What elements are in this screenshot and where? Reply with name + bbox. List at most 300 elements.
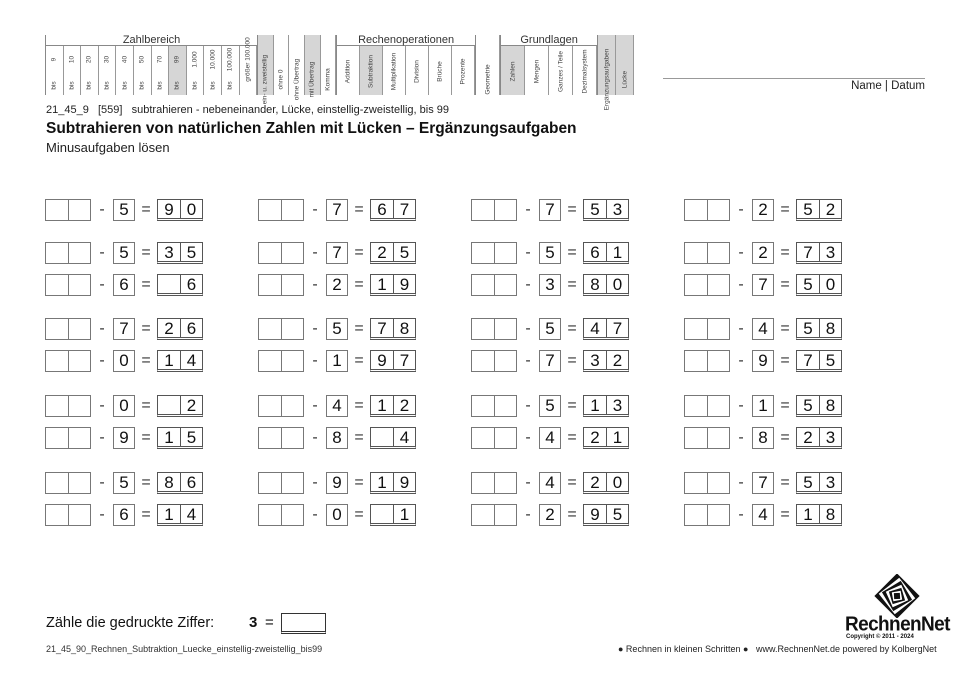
result-ones: 5 bbox=[180, 428, 202, 447]
answer-input-boxes[interactable] bbox=[258, 350, 304, 372]
result bbox=[583, 427, 629, 449]
cell-label: Addition bbox=[344, 59, 352, 84]
subtrahend: 7 bbox=[326, 242, 348, 264]
result-ones: 2 bbox=[180, 396, 202, 415]
result-ones: 3 bbox=[819, 473, 841, 492]
minus-sign: - bbox=[312, 201, 318, 218]
minus-sign: - bbox=[738, 397, 744, 414]
worksheet-meta bbox=[46, 104, 449, 116]
minus-sign: - bbox=[738, 474, 744, 491]
minus-sign: - bbox=[99, 276, 105, 293]
answer-input-boxes[interactable] bbox=[471, 350, 517, 372]
minus-sign: - bbox=[738, 244, 744, 261]
result bbox=[583, 274, 629, 296]
answer-ones-box[interactable] bbox=[281, 473, 303, 493]
result-tens: 3 bbox=[590, 351, 600, 370]
subtrahend: 2 bbox=[752, 199, 774, 221]
cell-value: 30 bbox=[103, 55, 111, 64]
answer-input-boxes[interactable] bbox=[258, 395, 304, 417]
answer-ones-box[interactable] bbox=[68, 428, 90, 448]
classification-cell bbox=[429, 46, 452, 95]
exercise-row bbox=[684, 427, 842, 449]
result-ones: 2 bbox=[606, 351, 628, 370]
exercise-row bbox=[258, 318, 416, 340]
result bbox=[583, 504, 629, 526]
subtrahend: 5 bbox=[326, 318, 348, 340]
answer-tens-box[interactable] bbox=[259, 396, 281, 416]
subtrahend: 5 bbox=[539, 318, 561, 340]
answer-ones-box[interactable] bbox=[707, 428, 729, 448]
cell-prefix: bis bbox=[103, 81, 111, 90]
answer-tens-box[interactable] bbox=[259, 243, 281, 263]
equals-sign: = bbox=[354, 244, 364, 261]
answer-ones-box[interactable] bbox=[68, 473, 90, 493]
cell-value: 9 bbox=[50, 57, 58, 62]
cell-prefix: bis bbox=[226, 81, 234, 90]
subtrahend: 5 bbox=[113, 242, 135, 264]
answer-tens-box[interactable] bbox=[685, 428, 707, 448]
minus-sign: - bbox=[525, 276, 531, 293]
minus-sign: - bbox=[525, 397, 531, 414]
exercise-row bbox=[45, 274, 203, 296]
cell-label: mit Übertrag bbox=[308, 61, 316, 98]
answer-input-boxes[interactable] bbox=[45, 199, 91, 221]
group-title: Rechenoperationen bbox=[337, 35, 475, 46]
result bbox=[796, 318, 842, 340]
cell-label: ohne 0 bbox=[277, 69, 285, 90]
answer-tens-box[interactable] bbox=[685, 275, 707, 295]
exercise-row bbox=[45, 427, 203, 449]
answer-ones-box[interactable] bbox=[494, 319, 516, 339]
cell-prefix: bis bbox=[173, 81, 181, 90]
classification-cell bbox=[64, 46, 82, 95]
answer-input-boxes[interactable] bbox=[45, 318, 91, 340]
cell-label: Lücke bbox=[621, 70, 629, 89]
answer-ones-box[interactable] bbox=[68, 396, 90, 416]
worksheet-id: [559] bbox=[98, 104, 123, 116]
result-tens: 4 bbox=[590, 319, 600, 338]
worksheet-description: subtrahieren - nebeneinander, Lücke, einstellig-zweistellig, bis 99 bbox=[131, 104, 449, 116]
subtrahend: 7 bbox=[539, 350, 561, 372]
result-ones: 7 bbox=[606, 319, 628, 338]
answer-ones-box[interactable] bbox=[707, 396, 729, 416]
subtrahend: 0 bbox=[326, 504, 348, 526]
answer-input-boxes[interactable] bbox=[45, 395, 91, 417]
minus-sign: - bbox=[312, 397, 318, 414]
answer-ones-box[interactable] bbox=[68, 243, 90, 263]
result bbox=[157, 504, 203, 526]
subtrahend: 7 bbox=[752, 472, 774, 494]
minus-sign: - bbox=[738, 429, 744, 446]
answer-tens-box[interactable] bbox=[46, 200, 68, 220]
answer-tens-box[interactable] bbox=[259, 351, 281, 371]
answer-tens-box[interactable] bbox=[259, 473, 281, 493]
subtrahend: 1 bbox=[326, 350, 348, 372]
answer-tens-box[interactable] bbox=[46, 243, 68, 263]
subtrahend: 0 bbox=[113, 350, 135, 372]
result-ones: 3 bbox=[819, 243, 841, 262]
exercise-row bbox=[684, 395, 842, 417]
minus-sign: - bbox=[525, 474, 531, 491]
answer-input-boxes[interactable] bbox=[684, 504, 730, 526]
equals-sign: = bbox=[354, 352, 364, 369]
answer-input-boxes[interactable] bbox=[258, 318, 304, 340]
exercise-row bbox=[258, 350, 416, 372]
cell-value: 50 bbox=[138, 55, 146, 64]
subtrahend: 7 bbox=[326, 199, 348, 221]
result-ones: 3 bbox=[819, 428, 841, 447]
result-ones: 5 bbox=[393, 243, 415, 262]
minus-sign: - bbox=[312, 506, 318, 523]
exercise-row bbox=[684, 504, 842, 526]
answer-tens-box[interactable] bbox=[46, 319, 68, 339]
answer-input-boxes[interactable] bbox=[471, 199, 517, 221]
minus-sign: - bbox=[738, 320, 744, 337]
answer-tens-box[interactable] bbox=[259, 428, 281, 448]
equals-sign: = bbox=[780, 276, 790, 293]
subtrahend: 7 bbox=[752, 274, 774, 296]
count-answer-box[interactable] bbox=[281, 613, 326, 634]
answer-ones-box[interactable] bbox=[494, 505, 516, 525]
answer-ones-box[interactable] bbox=[494, 428, 516, 448]
answer-ones-box[interactable] bbox=[707, 473, 729, 493]
result-tens: 6 bbox=[377, 200, 387, 219]
cell-label: Ganzes / Teile bbox=[557, 50, 565, 93]
answer-ones-box[interactable] bbox=[494, 200, 516, 220]
answer-ones-box[interactable] bbox=[494, 351, 516, 371]
answer-ones-box[interactable] bbox=[494, 243, 516, 263]
answer-input-boxes[interactable] bbox=[684, 242, 730, 264]
equals-sign: = bbox=[780, 352, 790, 369]
file-name: 21_45_90_Rechnen_Subtraktion_Luecke_einstellig-zweistellig_bis99 bbox=[46, 644, 323, 654]
classification-cell bbox=[134, 46, 152, 95]
answer-input-boxes[interactable] bbox=[471, 395, 517, 417]
exercise-row bbox=[45, 350, 203, 372]
result bbox=[583, 472, 629, 494]
answer-tens-box[interactable] bbox=[685, 505, 707, 525]
result-tens: 1 bbox=[377, 473, 387, 492]
result-tens: 2 bbox=[590, 428, 600, 447]
equals-sign: = bbox=[780, 429, 790, 446]
answer-tens-box[interactable] bbox=[259, 275, 281, 295]
result-tens: 7 bbox=[803, 351, 813, 370]
minus-sign: - bbox=[738, 352, 744, 369]
answer-tens-box[interactable] bbox=[259, 505, 281, 525]
answer-input-boxes[interactable] bbox=[258, 427, 304, 449]
classification-cell bbox=[525, 46, 549, 95]
answer-tens-box[interactable] bbox=[472, 319, 494, 339]
result bbox=[796, 427, 842, 449]
subtrahend: 9 bbox=[326, 472, 348, 494]
minus-sign: - bbox=[99, 352, 105, 369]
answer-tens-box[interactable] bbox=[472, 473, 494, 493]
result bbox=[583, 242, 629, 264]
result bbox=[157, 472, 203, 494]
answer-tens-box[interactable] bbox=[685, 200, 707, 220]
name-date-line bbox=[663, 78, 925, 79]
result-tens: 1 bbox=[377, 396, 387, 415]
minus-sign: - bbox=[525, 320, 531, 337]
cell-value: 99 bbox=[173, 55, 181, 64]
cell-prefix: bis bbox=[191, 81, 199, 90]
equals-sign: = bbox=[567, 320, 577, 337]
result-ones: 0 bbox=[819, 275, 841, 294]
equals-sign: = bbox=[141, 276, 151, 293]
result bbox=[583, 350, 629, 372]
cell-label: ein- u. zweistellig bbox=[261, 54, 269, 105]
result bbox=[370, 395, 416, 417]
group-title: Grundlagen bbox=[501, 35, 597, 46]
answer-ones-box[interactable] bbox=[707, 243, 729, 263]
answer-ones-box[interactable] bbox=[281, 428, 303, 448]
answer-input-boxes[interactable] bbox=[684, 350, 730, 372]
answer-input-boxes[interactable] bbox=[684, 427, 730, 449]
equals-sign: = bbox=[141, 320, 151, 337]
answer-input-boxes[interactable] bbox=[684, 318, 730, 340]
result-ones: 7 bbox=[393, 351, 415, 370]
result bbox=[583, 199, 629, 221]
answer-tens-box[interactable] bbox=[472, 243, 494, 263]
equals-sign: = bbox=[567, 474, 577, 491]
answer-ones-box[interactable] bbox=[494, 396, 516, 416]
result bbox=[796, 350, 842, 372]
exercise-row bbox=[684, 274, 842, 296]
subtrahend: 2 bbox=[539, 504, 561, 526]
answer-input-boxes[interactable] bbox=[45, 427, 91, 449]
classification-cell bbox=[289, 35, 305, 101]
answer-tens-box[interactable] bbox=[259, 200, 281, 220]
answer-tens-box[interactable] bbox=[472, 275, 494, 295]
equals-sign: = bbox=[567, 352, 577, 369]
subtrahend: 4 bbox=[752, 504, 774, 526]
answer-input-boxes[interactable] bbox=[684, 472, 730, 494]
answer-ones-box[interactable] bbox=[281, 396, 303, 416]
equals-sign: = bbox=[141, 352, 151, 369]
answer-input-boxes[interactable] bbox=[471, 274, 517, 296]
cell-value: 10 bbox=[68, 55, 76, 64]
answer-tens-box[interactable] bbox=[685, 473, 707, 493]
answer-tens-box[interactable] bbox=[259, 319, 281, 339]
minus-sign: - bbox=[99, 320, 105, 337]
result bbox=[157, 350, 203, 372]
cell-label: Mengen bbox=[533, 59, 541, 84]
result-tens: 2 bbox=[803, 428, 813, 447]
result-ones: 6 bbox=[180, 473, 202, 492]
result-tens: 5 bbox=[803, 200, 813, 219]
answer-tens-box[interactable] bbox=[472, 396, 494, 416]
answer-tens-box[interactable] bbox=[685, 319, 707, 339]
result-ones: 0 bbox=[180, 200, 202, 219]
minus-sign: - bbox=[99, 397, 105, 414]
exercise-row bbox=[684, 472, 842, 494]
answer-input-boxes[interactable] bbox=[684, 274, 730, 296]
result-tens bbox=[158, 275, 180, 294]
answer-ones-box[interactable] bbox=[281, 319, 303, 339]
exercise-row bbox=[471, 427, 629, 449]
answer-ones-box[interactable] bbox=[68, 351, 90, 371]
minus-sign: - bbox=[99, 429, 105, 446]
count-task-label: Zähle die gedruckte Ziffer: bbox=[46, 615, 215, 631]
result-ones: 1 bbox=[393, 505, 415, 524]
answer-input-boxes[interactable] bbox=[258, 199, 304, 221]
answer-input-boxes[interactable] bbox=[471, 318, 517, 340]
answer-input-boxes[interactable] bbox=[45, 242, 91, 264]
result-tens: 1 bbox=[377, 275, 387, 294]
exercise-row bbox=[45, 318, 203, 340]
answer-tens-box[interactable] bbox=[472, 200, 494, 220]
answer-input-boxes[interactable] bbox=[258, 472, 304, 494]
answer-input-boxes[interactable] bbox=[471, 427, 517, 449]
answer-ones-box[interactable] bbox=[281, 275, 303, 295]
answer-ones-box[interactable] bbox=[281, 243, 303, 263]
equals-sign: = bbox=[567, 276, 577, 293]
exercise-row bbox=[258, 242, 416, 264]
answer-ones-box[interactable] bbox=[281, 505, 303, 525]
subtrahend: 4 bbox=[539, 472, 561, 494]
count-task-digit: 3 bbox=[249, 614, 258, 631]
result-tens: 1 bbox=[590, 396, 600, 415]
result bbox=[370, 472, 416, 494]
answer-ones-box[interactable] bbox=[707, 200, 729, 220]
minus-sign: - bbox=[99, 201, 105, 218]
exercise-row bbox=[471, 274, 629, 296]
cell-value: größer 100.000 bbox=[244, 37, 252, 82]
minus-sign: - bbox=[525, 429, 531, 446]
classification-cell bbox=[222, 46, 240, 95]
answer-input-boxes[interactable] bbox=[258, 504, 304, 526]
exercise-row bbox=[258, 472, 416, 494]
classification-cell bbox=[616, 35, 634, 95]
answer-tens-box[interactable] bbox=[46, 473, 68, 493]
classification-cell bbox=[46, 46, 64, 95]
subtrahend: 6 bbox=[113, 504, 135, 526]
classification-cell bbox=[406, 46, 429, 95]
equals-sign: = bbox=[780, 474, 790, 491]
subtrahend: 4 bbox=[752, 318, 774, 340]
answer-input-boxes[interactable] bbox=[471, 504, 517, 526]
minus-sign: - bbox=[99, 506, 105, 523]
result-tens: 1 bbox=[164, 505, 174, 524]
answer-ones-box[interactable] bbox=[707, 351, 729, 371]
answer-input-boxes[interactable] bbox=[258, 242, 304, 264]
classification-cell bbox=[501, 46, 525, 95]
exercise-row bbox=[471, 318, 629, 340]
answer-tens-box[interactable] bbox=[46, 505, 68, 525]
result-tens: 5 bbox=[803, 319, 813, 338]
classification-cell bbox=[258, 35, 274, 105]
answer-ones-box[interactable] bbox=[281, 200, 303, 220]
result bbox=[370, 199, 416, 221]
answer-input-boxes[interactable] bbox=[45, 472, 91, 494]
answer-ones-box[interactable] bbox=[707, 319, 729, 339]
cell-label: Ergänzungsaufgaben bbox=[603, 48, 611, 111]
answer-tens-box[interactable] bbox=[46, 351, 68, 371]
site-link[interactable]: www.RechnenNet.de powered by KolbergNet bbox=[756, 644, 937, 654]
equals-sign: = bbox=[141, 429, 151, 446]
answer-ones-box[interactable] bbox=[281, 351, 303, 371]
group-extra bbox=[597, 35, 634, 111]
answer-tens-box[interactable] bbox=[472, 428, 494, 448]
subtrahend: 7 bbox=[113, 318, 135, 340]
result-ones: 3 bbox=[606, 396, 628, 415]
exercise-row bbox=[471, 472, 629, 494]
classification-cell bbox=[549, 46, 573, 95]
subtrahend: 9 bbox=[752, 350, 774, 372]
answer-ones-box[interactable] bbox=[68, 200, 90, 220]
answer-input-boxes[interactable] bbox=[684, 199, 730, 221]
answer-tens-box[interactable] bbox=[685, 396, 707, 416]
minus-sign: - bbox=[99, 474, 105, 491]
answer-tens-box[interactable] bbox=[472, 505, 494, 525]
answer-tens-box[interactable] bbox=[685, 351, 707, 371]
classification-cell bbox=[321, 35, 337, 95]
answer-tens-box[interactable] bbox=[685, 243, 707, 263]
minus-sign: - bbox=[525, 244, 531, 261]
exercise-row bbox=[471, 395, 629, 417]
cell-prefix: bis bbox=[156, 81, 164, 90]
answer-ones-box[interactable] bbox=[68, 275, 90, 295]
result-ones: 6 bbox=[180, 275, 202, 294]
classification-cell bbox=[99, 46, 117, 95]
answer-ones-box[interactable] bbox=[494, 473, 516, 493]
answer-input-boxes[interactable] bbox=[45, 504, 91, 526]
answer-ones-box[interactable] bbox=[68, 505, 90, 525]
classification-cell bbox=[476, 35, 500, 95]
cell-label: Zahlen bbox=[509, 61, 517, 82]
classification-cell bbox=[337, 46, 360, 95]
minus-sign: - bbox=[738, 276, 744, 293]
subtrahend: 7 bbox=[539, 199, 561, 221]
equals-sign: = bbox=[354, 506, 364, 523]
answer-tens-box[interactable] bbox=[472, 351, 494, 371]
answer-input-boxes[interactable] bbox=[471, 472, 517, 494]
brand-name: RechnenNet bbox=[845, 613, 950, 636]
answer-input-boxes[interactable] bbox=[471, 242, 517, 264]
answer-input-boxes[interactable] bbox=[258, 274, 304, 296]
result-ones: 4 bbox=[180, 505, 202, 524]
subtrahend: 5 bbox=[113, 472, 135, 494]
answer-ones-box[interactable] bbox=[707, 505, 729, 525]
answer-input-boxes[interactable] bbox=[684, 395, 730, 417]
answer-tens-box[interactable] bbox=[46, 396, 68, 416]
subtrahend: 5 bbox=[113, 199, 135, 221]
result bbox=[796, 199, 842, 221]
classification-cell bbox=[383, 46, 406, 95]
answer-tens-box[interactable] bbox=[46, 275, 68, 295]
answer-input-boxes[interactable] bbox=[45, 350, 91, 372]
classification-cell bbox=[116, 46, 134, 95]
minus-sign: - bbox=[312, 352, 318, 369]
answer-ones-box[interactable] bbox=[68, 319, 90, 339]
result-ones: 4 bbox=[393, 428, 415, 447]
equals-sign: = bbox=[354, 320, 364, 337]
answer-ones-box[interactable] bbox=[494, 275, 516, 295]
answer-input-boxes[interactable] bbox=[45, 274, 91, 296]
subtrahend: 5 bbox=[539, 242, 561, 264]
result-ones: 5 bbox=[606, 505, 628, 524]
answer-ones-box[interactable] bbox=[707, 275, 729, 295]
result bbox=[370, 274, 416, 296]
cell-value: 40 bbox=[121, 55, 129, 64]
result-tens: 5 bbox=[590, 200, 600, 219]
result-ones: 7 bbox=[393, 200, 415, 219]
exercise-row bbox=[684, 350, 842, 372]
cell-prefix: bis bbox=[121, 81, 129, 90]
classification-cell bbox=[452, 46, 475, 95]
result-tens: 9 bbox=[377, 351, 387, 370]
answer-tens-box[interactable] bbox=[46, 428, 68, 448]
result-tens: 7 bbox=[377, 319, 387, 338]
